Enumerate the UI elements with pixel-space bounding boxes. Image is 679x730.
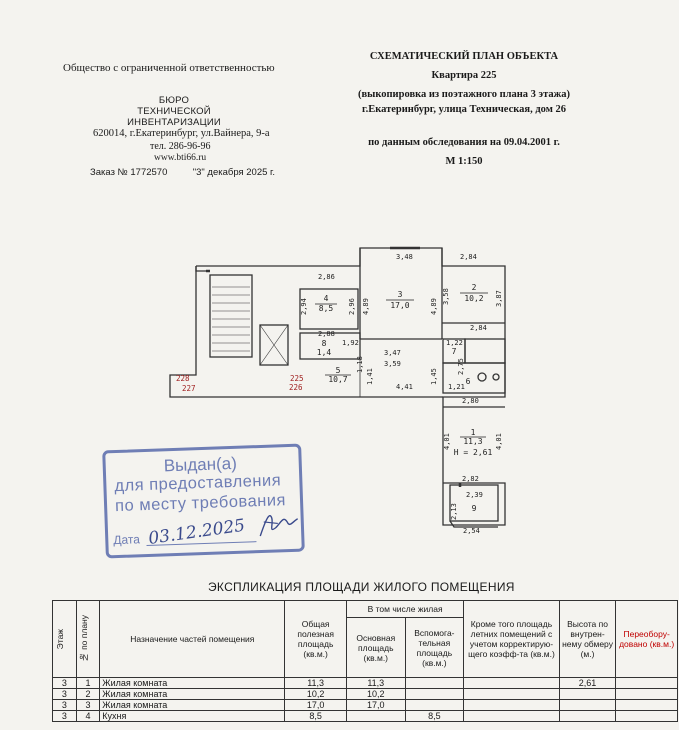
dim-4-89-l: 4,89 [362,298,370,315]
room-1-number: 1 [470,428,476,437]
cell-height [559,700,616,711]
cell-summer [464,689,560,700]
floor-note: (выкопировка из поэтажного плана 3 этажа) [357,89,570,100]
neighbor-225: 225 [290,374,304,383]
cell-total: 11,3 [285,678,347,689]
dim-1-18: 1,18 [356,356,364,373]
cell-redev [616,689,678,700]
table-header-row [53,601,678,618]
room-4-area: 8,5 [318,304,334,313]
cell-name: Жилая комната [100,700,285,711]
col-incl: В том числе жилая [346,601,463,618]
cell-redev [616,711,678,722]
dim-3-59: 3,59 [384,360,401,368]
room-5-number: 5 [335,366,341,375]
stamp-line3: по месту требования [114,491,287,516]
bureau-website: www.bti66.ru [154,153,207,163]
dim-4-41: 4,41 [396,383,413,391]
dim-2-84-top: 2,84 [460,253,477,261]
dim-4-01-l: 4,01 [443,433,451,450]
room-2-area: 10,2 [464,294,484,303]
apartment-number: Квартира 225 [431,70,497,81]
dim-2-86: 2,86 [318,273,335,281]
room-8-area: 1,4 [316,348,332,357]
table-row [53,678,678,689]
explication-title: ЭКСПЛИКАЦИЯ ПЛОЩАДИ ЖИЛОГО ПОМЕЩЕНИЯ [208,580,515,594]
cell-summer [464,700,560,711]
cell-aux: 8,5 [405,711,464,722]
dim-2-84-mid: 2,84 [470,324,487,332]
organization-name: Общество с ограниченной ответственностью [63,62,275,74]
dim-2-96: 2,96 [348,298,356,315]
dim-2-54: 2,54 [463,527,480,535]
bureau-phone: тел. 286-96-96 [150,141,211,152]
room-2-number: 2 [471,283,477,292]
col-main: Основная площадь (кв.м.) [346,618,405,678]
cell-main: 17,0 [346,700,405,711]
dim-2-13: 2,13 [450,503,458,520]
col-aux: Вспомога-тельная площадь (кв.м.) [405,618,464,678]
order-line [90,167,275,178]
room-3-number: 3 [397,290,403,299]
stamp-date: 03.12.2025 [147,515,247,549]
order-date: "3" декабря 2025 г. [192,167,275,178]
room-3-area: 17,0 [390,301,410,310]
dim-3-87: 3,87 [495,290,503,307]
table-row [53,689,678,700]
dim-2-82: 2,82 [462,475,479,483]
cell-redev [616,700,678,711]
neighbor-numbers [176,374,304,393]
dim-1-92: 1,92 [342,339,359,347]
cell-name: Жилая комната [100,689,285,700]
object-address: г.Екатеринбург, улица Техническая, дом 26 [362,104,566,115]
cell-name: Кухня [100,711,285,722]
bureau-title-line1: БЮРО [158,95,190,106]
stamp-line2: для предоставления [114,471,282,496]
dim-2-80: 2,80 [462,397,479,405]
bureau-title-line2: ТЕХНИЧЕСКОЙ ИНВЕНТАРИЗАЦИИ [127,106,221,128]
explication-table [52,600,678,722]
cell-num: 2 [76,689,100,700]
cell-summer [464,678,560,689]
cell-name: Жилая комната [100,678,285,689]
dim-3-48: 3,48 [396,253,413,261]
room-5-area: 10,7 [328,375,348,384]
cell-floor: 3 [53,678,77,689]
bureau-address: 620014, г.Екатеринбург, ул.Вайнера, 9-а [93,128,270,139]
cell-total: 10,2 [285,689,347,700]
dim-2-75: 2,75 [457,358,465,375]
room-1-area: 11,3 [463,437,483,446]
col-summer: Кроме того площадь летних помещений с учетом корректирую-щего коэфф-та (кв.м.) [464,601,560,678]
cell-height [559,711,616,722]
room-height: H = 2,61 [453,448,493,457]
neighbor-228: 228 [176,374,190,383]
plan-scale: М 1:150 [445,156,483,167]
stamp-date-label: Дата [113,532,141,548]
cell-summer [464,711,560,722]
dim-1-21: 1,21 [448,383,465,391]
room-8-number: 8 [321,339,327,348]
issue-stamp [102,444,305,559]
neighbor-227: 227 [182,384,196,393]
col-redev: Переобору-довано (кв.м.) [616,601,678,678]
dim-1-22: 1,22 [446,339,463,347]
cell-aux [405,689,464,700]
cell-main: 10,2 [346,689,405,700]
col-total: Общая полезная площадь (кв.м.) [285,601,347,678]
dim-2-39: 2,39 [466,491,483,499]
cell-num: 1 [76,678,100,689]
cell-redev [616,678,678,689]
dim-3-58: 3,58 [442,288,450,305]
cell-main: 11,3 [346,678,405,689]
cell-aux [405,678,464,689]
order-number: Заказ № 1772570 [90,167,168,178]
cell-floor: 3 [53,700,77,711]
dim-3-47: 3,47 [384,349,401,357]
dim-1-41: 1,41 [366,368,374,385]
room-9-number: 9 [471,504,477,513]
room-7-number: 7 [451,347,457,356]
stamp-line1: Выдан(а) [163,453,238,476]
table-row [53,711,678,722]
col-name: Назначение частей помещения [100,601,285,678]
dim-4-01-r: 4,01 [495,433,503,450]
col-num: № по плану [76,601,100,678]
survey-date: по данным обследования на 09.04.2001 г. [368,137,560,148]
cell-total: 8,5 [285,711,347,722]
cell-aux [405,700,464,711]
col-floor: Этаж [53,601,77,678]
col-height: Высота по внутрен-нему обмеру (м.) [559,601,616,678]
cell-floor: 3 [53,689,77,700]
dim-2-94: 2,94 [300,298,308,315]
cell-main [346,711,405,722]
plan-title: СХЕМАТИЧЕСКИЙ ПЛАН ОБЪЕКТА [369,51,559,62]
cell-height: 2,61 [559,678,616,689]
signature [257,509,300,540]
dim-4-89-r: 4,89 [430,298,438,315]
cell-height [559,689,616,700]
neighbor-226: 226 [289,383,303,392]
cell-total: 17,0 [285,700,347,711]
room-4-number: 4 [323,294,329,303]
cell-num: 4 [76,711,100,722]
cell-floor: 3 [53,711,77,722]
dim-2-88: 2,88 [318,330,335,338]
bureau-title [92,95,256,128]
cell-num: 3 [76,700,100,711]
room-6-number: 6 [465,377,471,386]
table-row [53,700,678,711]
dim-1-45: 1,45 [430,368,438,385]
